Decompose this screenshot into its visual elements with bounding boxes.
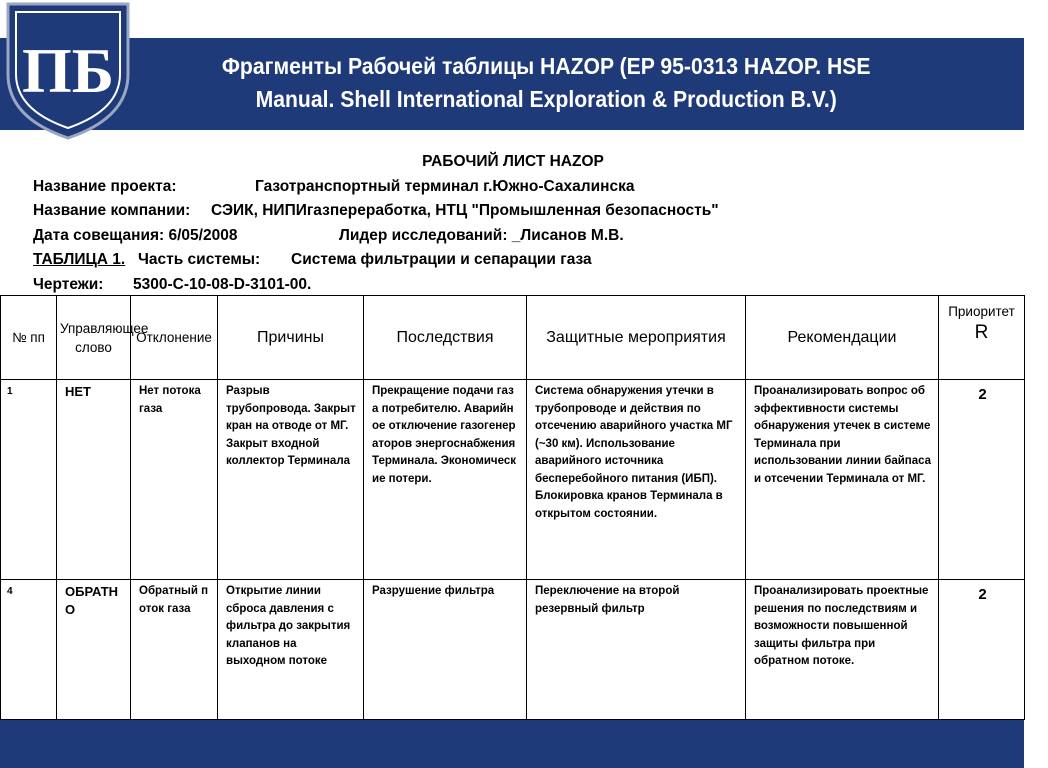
row-deviation: Нет потока газа [131, 380, 218, 580]
row-causes: Разрыв трубопровода. Закрыт кран на отводе от МГ. Закрыт входной коллектор Терминала [218, 380, 364, 580]
header-protection: Защитные мероприятия [527, 296, 746, 380]
footer-band [0, 720, 1024, 768]
meeting-label: Дата совещания: 6/05/2008 [33, 226, 238, 244]
table-header-row [1, 296, 1025, 380]
header-priority [939, 296, 1025, 380]
header-priority-label: Приоритет [948, 304, 1015, 319]
header-priority-r: R [974, 322, 989, 343]
table-system-line [33, 248, 993, 273]
drawings-value: 5300-С-10-08-D-3101-00. [133, 275, 312, 293]
row-recommendations: Проанализировать проектные решения по последствиям и возможности повышенной защиты фильтра при обратном потоке. [746, 580, 939, 720]
document-info [33, 150, 993, 297]
project-label: Название проекта: [33, 177, 177, 195]
company-label: Название компании: [33, 202, 191, 219]
header-causes: Причины [218, 296, 364, 380]
header [0, 0, 1024, 135]
row-priority: 2 [939, 580, 1025, 720]
header-guide-word: Управляющее слово [57, 296, 131, 380]
row-consequences: Прекращение подачи газа потребителю. Аварийное отключение газогенераторов энергоснабженияТерминала. Экономические потери. [364, 380, 527, 580]
row-num: 4 [1, 580, 57, 720]
company-value: СЭИК, НИПИгазпереработка, НТЦ "Промышленная безопасность" [211, 202, 719, 219]
project-line [33, 175, 993, 200]
drawings-label: Чертежи: [33, 275, 104, 293]
header-consequences: Последствия [364, 296, 527, 380]
header-num: № пп [1, 296, 57, 380]
logo-letters: ПБ [21, 35, 115, 106]
header-title-line1: Фрагменты Рабочей таблицы HAZOP (EP 95-0313 HAZOP. HSE [221, 53, 871, 79]
header-recommendations: Рекомендации [746, 296, 939, 380]
leader-label: Лидер исследований: _Лисанов М.В. [339, 226, 624, 244]
row-num: 1 [1, 380, 57, 580]
worksheet-title: РАБОЧИЙ ЛИСТ HAZOP [422, 153, 604, 170]
table-row [1, 580, 1025, 720]
row-protection: Система обнаружения утечки в трубопроводе и действия по отсечению аварийного участка МГ (~30 км). Использование аварийного источника бесперебойного питания (ИБП). Блокировка кранов Терминала в открытом состоянии. [527, 380, 746, 580]
header-title [45, 50, 1048, 116]
row-recommendations: Проанализировать вопрос об эффективности системы обнаружения утечек в системе Терминала при использовании линии байпаса и отсечении Терминала от МГ. [746, 380, 939, 580]
row-causes: Открытие линии сброса давления с фильтра до закрытия клапанов на выходном потоке [218, 580, 364, 720]
row-protection: Переключение на второй резервный фильтр [527, 580, 746, 720]
system-value: Система фильтрации и сепарации газа [291, 251, 592, 268]
row-deviation: Обратный поток газа [131, 580, 218, 720]
row-priority: 2 [939, 380, 1025, 580]
header-deviation: Отклонение [131, 296, 218, 380]
company-line [33, 199, 993, 224]
row-guide-word: ОБРАТНО [57, 580, 131, 720]
header-title-line2: Manual. Shell International Exploration & Production B.V.) [255, 86, 837, 112]
row-guide-word: НЕТ [57, 380, 131, 580]
row-consequences: Разрушение фильтра [364, 580, 527, 720]
table-label: ТАБЛИЦА 1. [33, 251, 126, 268]
drawings-line [33, 273, 993, 298]
project-value: Газотранспортный терминал г.Южно-Сахалинска [255, 177, 635, 195]
system-label: Часть системы: [138, 251, 261, 268]
meeting-line [33, 224, 993, 249]
hazop-table [0, 295, 1025, 720]
table-row [1, 380, 1025, 580]
